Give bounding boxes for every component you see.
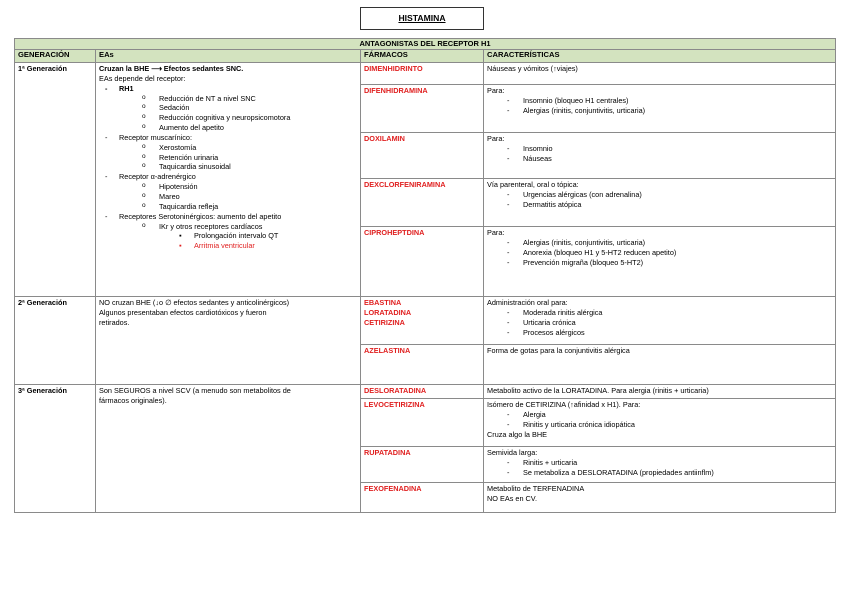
table-row	[15, 385, 836, 399]
header-features: CARACTERÍSTICAS	[484, 50, 836, 63]
features-cell	[484, 447, 836, 483]
features-cell	[484, 133, 836, 179]
features-cell	[484, 227, 836, 297]
drug-cell	[361, 179, 484, 227]
eas-line: o Sedación	[99, 103, 357, 113]
drug-cell	[361, 385, 484, 399]
drug-cell	[361, 63, 484, 85]
drug-name: LORATADINA	[364, 307, 412, 317]
eas-line: o Reducción de NT a nivel SNC	[99, 94, 357, 104]
eas-line: o Mareo	[99, 192, 357, 202]
feature-line: Metabolito activo de la LORATADINA. Para alergia (rinitis + urticaria)	[487, 386, 709, 395]
feature-line: - Alergias (rinitis, conjuntivitis, urticaria)	[487, 238, 832, 248]
eas-line: Son SEGUROS a nivel SCV (a menudo son metabolitos de	[99, 386, 291, 395]
feature-line: - Alergias (rinitis, conjuntivitis, urticaria)	[487, 106, 832, 116]
drug-name: CETIRIZINA	[364, 317, 405, 327]
drug-name: DESLORATADINA	[364, 386, 427, 395]
feature-line: - Dermatitis atópica	[487, 200, 832, 210]
eas-line: - RH1	[99, 84, 357, 94]
drug-name: DEXCLORFENIRAMINA	[364, 180, 446, 189]
features-cell	[484, 385, 836, 399]
drug-name: DOXILAMIN	[364, 134, 405, 143]
generation-cell: 1ª Generación	[15, 63, 96, 297]
eas-line: ▪ Arritmia ventricular	[99, 241, 357, 251]
feature-line: - Se metaboliza a DESLORATADINA (propiedades antiinflm)	[487, 468, 832, 478]
drug-name: RUPATADINA	[364, 448, 411, 457]
eas-line: - Receptor α-adrenérgico	[99, 172, 357, 182]
features-cell	[484, 179, 836, 227]
drug-name: CIPROHEPTDINA	[364, 228, 425, 237]
generation-cell: 3ª Generación	[15, 385, 96, 513]
drug-name: FEXOFENADINA	[364, 484, 422, 493]
feature-line: - Rinitis y urticaria crónica idiopática	[487, 420, 832, 430]
feature-line: Administración oral para:	[487, 298, 568, 307]
feature-line: - Urgencias alérgicas (con adrenalina)	[487, 190, 832, 200]
feature-line: Semivida larga:	[487, 448, 538, 457]
drug-cell	[361, 447, 484, 483]
features-cell	[484, 483, 836, 513]
drug-name: DIMENHIDRINTO	[364, 64, 423, 73]
eas-cell	[96, 297, 361, 385]
eas-line: o Taquicardia refleja	[99, 202, 357, 212]
drug-cell	[361, 85, 484, 133]
drug-name: AZELASTINA	[364, 346, 411, 355]
eas-line: - Receptor muscarínico:	[99, 133, 357, 143]
feature-line: Forma de gotas para la conjuntivitis alérgica	[487, 346, 630, 355]
eas-line: fármacos originales).	[99, 395, 167, 405]
eas-line: Cruzan la BHE ⟶ Efectos sedantes SNC.	[99, 64, 244, 73]
feature-line: Vía parenteral, oral o tópica:	[487, 180, 579, 189]
feature-line: Para:	[487, 228, 505, 237]
table-banner: ANTAGONISTAS DEL RECEPTOR H1	[15, 39, 836, 50]
antihistamine-table	[14, 38, 836, 513]
feature-line: Para:	[487, 134, 505, 143]
drug-cell	[361, 483, 484, 513]
feature-line: - Alergia	[487, 410, 832, 420]
feature-line: - Urticaria crónica	[487, 318, 832, 328]
feature-line: - Insomnio (bloqueo H1 centrales)	[487, 96, 832, 106]
eas-line: o Reducción cognitiva y neuropsicomotora	[99, 113, 357, 123]
drug-cell	[361, 133, 484, 179]
drug-cell	[361, 297, 484, 345]
eas-line: o Retención urinaria	[99, 153, 357, 163]
drug-cell	[361, 227, 484, 297]
feature-line: Náuseas y vómitos (↑viajes)	[487, 64, 578, 73]
page-title: HISTAMINA	[360, 7, 484, 30]
table-body	[15, 63, 836, 513]
features-cell	[484, 399, 836, 447]
eas-line: - Receptores Serotoninérgicos: aumento del apetito	[99, 212, 357, 222]
eas-line: ▪ Prolongación intervalo QT	[99, 231, 357, 241]
table-row	[15, 297, 836, 345]
drug-name: EBASTINA	[364, 298, 402, 307]
eas-line: o IKr y otros receptores cardíacos	[99, 222, 357, 232]
eas-line: o Taquicardia sinusoidal	[99, 162, 357, 172]
eas-line: retirados.	[99, 317, 130, 327]
header-drugs: FÁRMACOS	[361, 50, 484, 63]
features-cell	[484, 85, 836, 133]
features-cell	[484, 297, 836, 345]
feature-line: Isómero de CETIRIZINA (↑afinidad x H1). Para:	[487, 400, 641, 409]
feature-line: - Náuseas	[487, 154, 832, 164]
generation-cell: 2ª Generación	[15, 297, 96, 385]
eas-cell	[96, 63, 361, 297]
feature-line: Para:	[487, 86, 505, 95]
eas-line: NO cruzan BHE (↓o ∅ efectos sedantes y anticolinérgicos)	[99, 298, 290, 307]
header-eas: EAs	[96, 50, 361, 63]
feature-line: - Moderada rinitis alérgica	[487, 308, 832, 318]
eas-line: EAs depende del receptor:	[99, 73, 186, 83]
table-row	[15, 63, 836, 85]
header-generation: GENERACIÓN	[15, 50, 96, 63]
feature-line: - Insomnio	[487, 144, 832, 154]
eas-line: o Aumento del apetito	[99, 123, 357, 133]
feature-line: Metabolito de TERFENADINA	[487, 484, 585, 493]
eas-line: o Xerostomía	[99, 143, 357, 153]
feature-line: - Rinitis + urticaria	[487, 458, 832, 468]
feature-line: - Anorexia (bloqueo H1 y 5-HT2 reducen apetito)	[487, 248, 832, 258]
drug-cell	[361, 345, 484, 385]
drug-name: DIFENHIDRAMINA	[364, 86, 428, 95]
feature-line: - Procesos alérgicos	[487, 328, 832, 338]
eas-cell	[96, 385, 361, 513]
features-cell	[484, 63, 836, 85]
feature-line: - Prevención migraña (bloqueo 5-HT2)	[487, 258, 832, 268]
feature-line: NO EAs en CV.	[487, 493, 538, 503]
feature-line: Cruza algo la BHE	[487, 429, 548, 439]
eas-line: o Hipotensión	[99, 182, 357, 192]
drug-name: LEVOCETIRIZINA	[364, 400, 425, 409]
drug-cell	[361, 399, 484, 447]
features-cell	[484, 345, 836, 385]
eas-line: Algunos presentaban efectos cardiotóxicos y fueron	[99, 307, 267, 317]
